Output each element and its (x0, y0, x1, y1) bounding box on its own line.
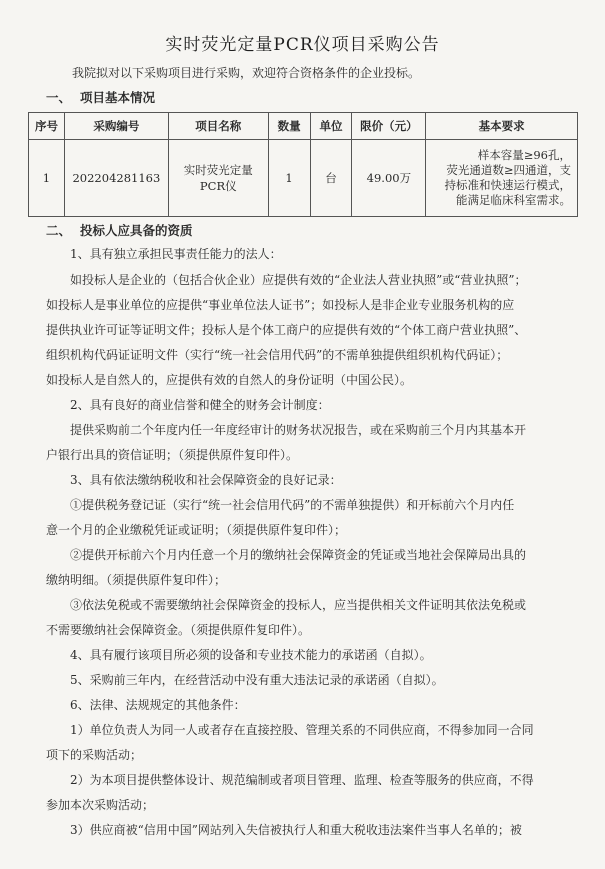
name-line: 实时荧光定量 (183, 163, 253, 177)
body-line: ②提供开标前六个月内任意一个月的缴纳社会保障资金的凭证或当地社会保障局出具的 (70, 548, 527, 562)
header-cell: 基本要求 (426, 113, 578, 140)
project-table (28, 112, 578, 217)
body-line: 提供执业许可证等证明文件；投标人是个体工商户的应提供有效的“个体工商户营业执照”、 (46, 323, 527, 337)
body-line: ③依法免税或不需要缴纳社会保障资金的投标人，应当提供相关文件证明其依法免税或 (70, 598, 527, 612)
section-number: 二、 (46, 223, 72, 238)
section-title: 项目基本情况 (80, 90, 156, 105)
body-line: 4、具有履行该项目所必须的设备和专业技术能力的承诺函（自拟）。 (70, 648, 432, 662)
req-line: 持标准和快速运行模式， (444, 178, 571, 192)
cell-code: 202204281163 (64, 140, 168, 217)
body-line: 如投标人是事业单位的应提供“事业单位法人证书”；如投标人是非企业专业服务机构的应 (46, 298, 515, 312)
body-line: 6、法律、法规规定的其他条件： (70, 698, 246, 712)
cell-name (168, 140, 268, 217)
header-cell: 限价（元） (352, 113, 426, 140)
cell-quantity: 1 (268, 140, 310, 217)
body-line: 如投标人是自然人的，应提供有效的自然人的身份证明（中国公民）。 (46, 373, 413, 387)
body-line: 3、具有依法缴纳税收和社会保障资金的良好记录： (70, 473, 342, 487)
name-line: PCR仪 (199, 179, 237, 193)
req-line: 能满足临床科室需求。 (456, 193, 571, 207)
body-line: 参加本次采购活动； (46, 798, 155, 812)
cell-unit: 台 (310, 140, 352, 217)
cell-price: 49.00万 (352, 140, 426, 217)
table-row (29, 140, 578, 217)
body-line: 户银行出具的资信证明；（须提供原件复印件）。 (46, 448, 299, 462)
header-cell: 采购编号 (64, 113, 168, 140)
body-line: 1）单位负责人为同一人或者存在直接控股、管理关系的不同供应商，不得参加同一合同 (70, 723, 534, 737)
body-line: 1、具有独立承担民事责任能力的法人： (70, 247, 282, 261)
intro-text: 我院拟对以下采购项目进行采购，欢迎符合资格条件的企业投标。 (72, 66, 421, 80)
body-line: 缴纳明细。（须提供原件复印件）； (46, 573, 227, 587)
body-line: 如投标人是企业的（包括合伙企业）应提供有效的“企业法人营业执照”或“营业执照”； (70, 273, 527, 287)
document-title: 实时荧光定量PCR仪项目采购公告 (165, 35, 440, 55)
cell-requirements (426, 140, 578, 217)
section-heading-basic-info (46, 88, 155, 106)
header-cell: 数量 (268, 113, 310, 140)
body-line: 2、具有良好的商业信誉和健全的财务会计制度： (70, 398, 330, 412)
body-line: 3）供应商被“信用中国”网站列入失信被执行人和重大税收违法案件当事人名单的；被 (70, 823, 522, 837)
section-number: 一、 (46, 90, 72, 105)
req-line: 荧光通道数≥四通道，支 (446, 163, 571, 177)
section-heading-qualifications (46, 221, 193, 239)
body-line: 意一个月的企业缴税凭证或证明；（须提供原件复印件）； (46, 523, 347, 537)
body-line: 2）为本项目提供整体设计、规范编制或者项目管理、监理、检查等服务的供应商，不得 (70, 773, 534, 787)
table-header-row (29, 113, 578, 140)
body-line: 项下的采购活动； (46, 748, 143, 762)
req-line: 样本容量≥96孔， (477, 148, 571, 162)
section-title: 投标人应具备的资质 (80, 223, 193, 238)
body-line: 5、采购前三年内，在经营活动中没有重大违法记录的承诺函（自拟）。 (70, 673, 444, 687)
body-line: ①提供税务登记证（实行“统一社会信用代码”的不需单独提供）和开标前六个月内任 (70, 498, 515, 512)
body-line: 组织机构代码证证明文件（实行“统一社会信用代码”的不需单独提供组织机构代码证）； (46, 348, 509, 362)
body-line: 不需要缴纳社会保障资金。（须提供原件复印件）。 (46, 623, 311, 637)
cell-index: 1 (29, 140, 65, 217)
header-cell: 单位 (310, 113, 352, 140)
header-cell: 项目名称 (168, 113, 268, 140)
header-cell: 序号 (29, 113, 65, 140)
body-line: 提供采购前二个年度内任一年度经审计的财务状况报告，或在采购前三个月内其基本开 (70, 423, 527, 437)
